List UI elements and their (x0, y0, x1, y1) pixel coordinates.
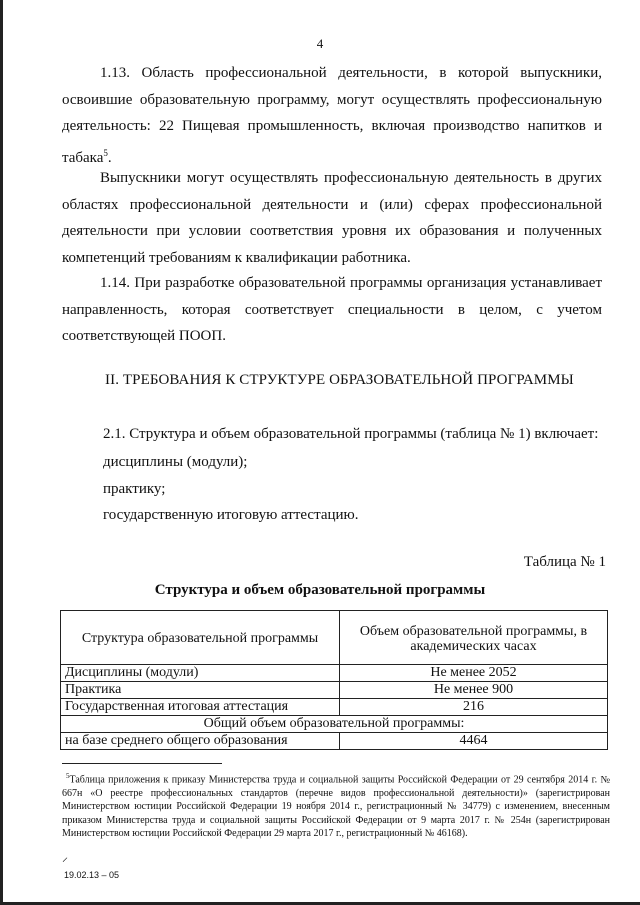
section-heading: II. ТРЕБОВАНИЯ К СТРУКТУРЕ ОБРАЗОВАТЕЛЬНОЙ ПРОГРАММЫ (105, 372, 574, 388)
table-number: Таблица № 1 (523, 554, 606, 570)
table-total-row (61, 716, 608, 733)
list-item: практику; (103, 481, 166, 497)
footnote-divider (62, 763, 222, 764)
paragraph-1-13-tail: . (107, 149, 112, 166)
list-item: государственную итоговую аттестацию. (103, 507, 359, 523)
table-cell: Дисциплины (модули) (61, 665, 340, 682)
table-row (61, 682, 608, 699)
paragraph-1-14: 1.14. При разработке образовательной программы организация устанавливает направленность, которая соответствует специальности в целом, с учетом соответствующей ПООП. (62, 275, 602, 344)
table-total-label: Общий объем образовательной программы: (61, 716, 608, 733)
footer-code: 19.02.13 – 05 (64, 870, 120, 880)
table-header-row (61, 611, 608, 665)
table-header-cell: Объем образовательной программы, в академических часах (340, 611, 608, 665)
paragraph-1-13-text: 1.13. Область профессиональной деятельности, в которой выпускники, освоившие образовательную программу, могут осуществлять профессиональную деятельность: 22 Пищевая промышленность, включая производство напитков и табака (62, 65, 602, 166)
paragraph-1-13 (62, 60, 602, 171)
table-header-cell: Структура образовательной программы (61, 611, 340, 665)
table-cell: Не менее 900 (340, 682, 608, 699)
footnote-ref: 5 (103, 147, 108, 158)
table-row (61, 665, 608, 682)
table-cell: 4464 (340, 733, 608, 750)
scan-edge-left (0, 0, 3, 905)
table-title: Структура и объем образовательной программы (154, 582, 486, 598)
structure-table (60, 610, 608, 750)
page-number: 4 (316, 36, 324, 51)
footnote-number: 5 (66, 772, 70, 780)
handwritten-mark: ⸝ (62, 850, 69, 864)
list-intro: 2.1. Структура и объем образовательной программы (таблица № 1) включает: (103, 426, 599, 442)
table-row (61, 699, 608, 716)
footnote (62, 770, 610, 841)
table-row (61, 733, 608, 750)
table-cell: Не менее 2052 (340, 665, 608, 682)
list-item: дисциплины (модули); (103, 454, 248, 470)
table-cell: на базе среднего общего образования (61, 733, 340, 750)
table-cell: 216 (340, 699, 608, 716)
paragraph-graduates: Выпускники могут осуществлять профессиональную деятельность в других областях профессиональной деятельности и (или) сферах профессиональной деятельности при условии соответствия уровня их образования и полученных компетенций требованиям к квалификации работника. (62, 170, 602, 266)
table-cell: Практика (61, 682, 340, 699)
footnote-text: Таблица приложения к приказу Министерства труда и социальной защиты Российской Федерации от 29 сентября 2014 г. № 667н «О реестре профессиональных стандартов (перечне видов профессиональной деятельности)» (зарегистрирован Министерством юстиции Российской Федерации 19 ноября 2014 г., регистрационный № 34779) с изменением, внесенным приказом Министерства труда и социальной защиты Российской Федерации от 9 марта 2017 г. № 254н (зарегистрирован Министерством юстиции Российской Федерации 29 марта 2017 г., регистрационный № 46168). (62, 774, 610, 840)
table-cell: Государственная итоговая аттестация (61, 699, 340, 716)
